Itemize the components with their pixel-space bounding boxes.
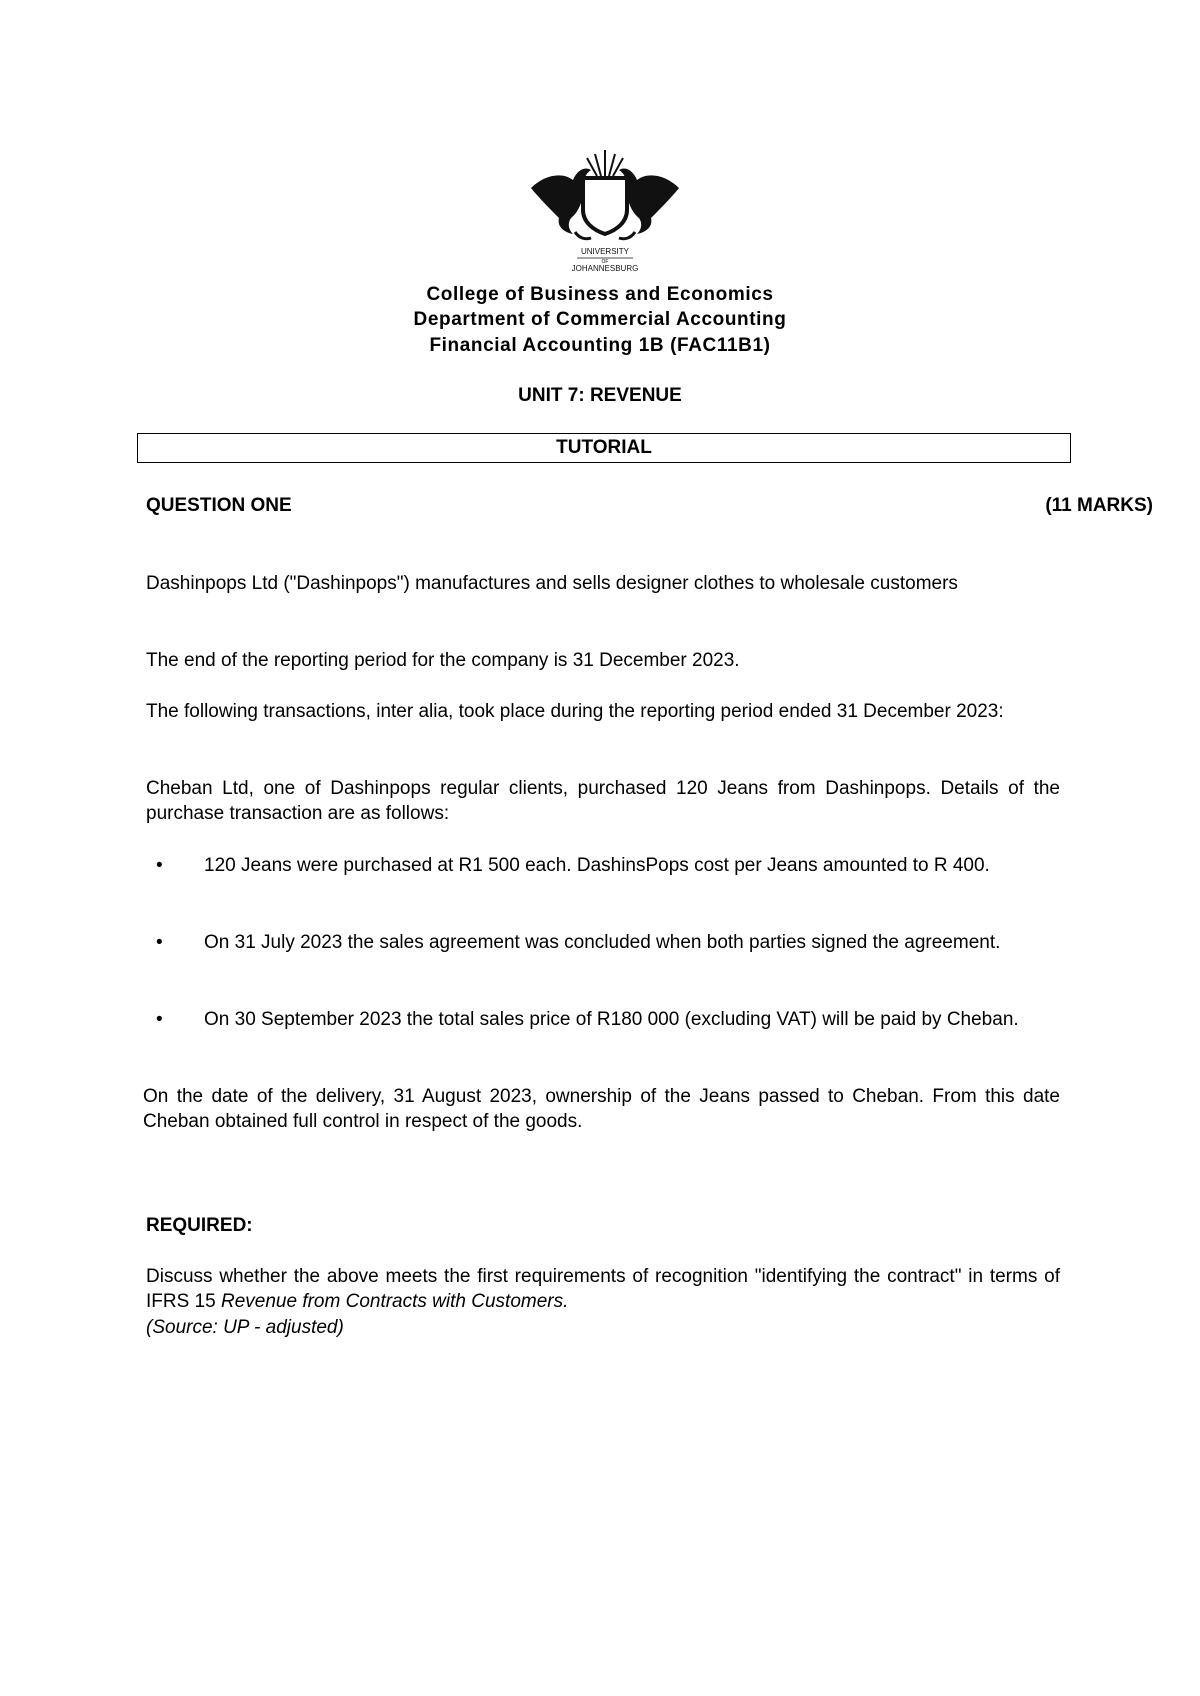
question-title: QUESTION ONE <box>146 495 292 516</box>
paragraph-reporting-period: The end of the reporting period for the company is 31 December 2023. <box>146 650 740 671</box>
paragraph-cheban-purchase: Cheban Ltd, one of Dashinpops regular clients, purchased 120 Jeans from Dashinpops. Details of the purchase transaction are as follows: <box>146 778 1060 824</box>
logo-text-line1: UNIVERSITY <box>580 247 630 256</box>
logo-text-line3: JOHANNESBURG <box>571 264 639 273</box>
required-standard-title: Revenue from Contracts with Customers. <box>220 1291 569 1312</box>
paragraph-delivery: On the date of the delivery, 31 August 2023, ownership of the Jeans passed to Cheban. From this date Cheban obtained full control in respect of the goods. <box>143 1086 1060 1132</box>
college-title: College of Business and Economics <box>426 284 774 305</box>
bullet-symbol: • <box>156 1009 163 1030</box>
required-text <box>146 1264 1060 1314</box>
bullet-item: On 31 July 2023 the sales agreement was concluded when both parties signed the agreement. <box>204 932 1001 953</box>
course-title: Financial Accounting 1B (FAC11B1) <box>429 335 771 356</box>
required-heading: REQUIRED: <box>146 1215 253 1236</box>
bullet-symbol: • <box>156 932 163 953</box>
required-text-main: Discuss whether the above meets the first requirements of recognition "identifying the contract" in terms of IFRS 15 <box>146 1266 1060 1312</box>
bullet-symbol: • <box>156 855 163 876</box>
tutorial-banner: TUTORIAL <box>137 433 1071 463</box>
paragraph-transactions-intro: The following transactions, inter alia, took place during the reporting period ended 31 December 2023: <box>146 701 1004 722</box>
university-logo <box>527 148 683 276</box>
bullet-item: 120 Jeans were purchased at R1 500 each. DashinsPops cost per Jeans amounted to R 400. <box>204 855 990 876</box>
question-marks: (11 MARKS) <box>1045 495 1153 516</box>
university-of-johannesburg-crest-icon <box>527 148 683 276</box>
unit-title: UNIT 7: REVENUE <box>518 385 682 406</box>
paragraph-company-intro: Dashinpops Ltd ("Dashinpops") manufactures and sells designer clothes to wholesale customers <box>146 573 958 594</box>
source-note: (Source: UP - adjusted) <box>146 1317 344 1338</box>
department-title: Department of Commercial Accounting <box>413 309 787 330</box>
logo-text-line2: OF <box>601 259 609 265</box>
bullet-item: On 30 September 2023 the total sales price of R180 000 (excluding VAT) will be paid by Cheban. <box>204 1009 1019 1030</box>
